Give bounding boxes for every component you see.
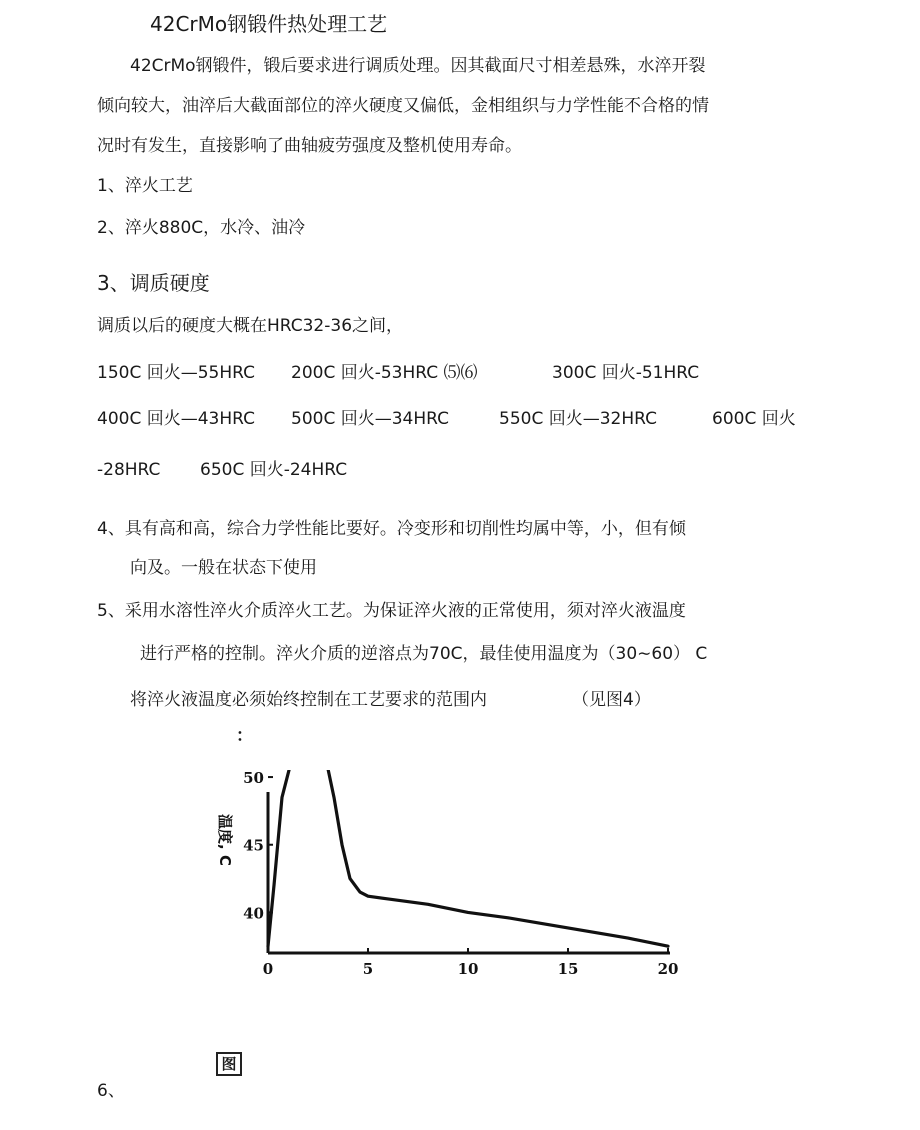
temper-150: 150C 回火—55HRC [97, 363, 255, 383]
item-4-line-1: 4、具有高和高，综合力学性能比要好。冷变形和切削性均属中等，小，但有倾 [97, 519, 686, 539]
x-tick-label: 20 [657, 960, 679, 978]
temper-200: 200C 回火-53HRC ⑸⑹ [291, 363, 478, 383]
y-axis-label: 温度, C [216, 814, 234, 866]
temper-500: 500C 回火—34HRC [291, 409, 449, 429]
chart-svg [200, 770, 700, 990]
item-6: 6、 [97, 1081, 125, 1101]
item-2: 2、淬火880C，水冷、油冷 [97, 218, 306, 238]
x-tick-label: 10 [457, 960, 479, 978]
temper-400: 400C 回火—43HRC [97, 409, 255, 429]
item-4-line-2: 向及。一般在状态下使用 [130, 558, 317, 578]
colon-mark: ： [236, 726, 253, 746]
item-3-heading: 3、调质硬度 [97, 271, 210, 295]
intro-line-2: 倾向较大，油淬后大截面部位的淬火硬度又偏低，金相组织与力学性能不合格的情 [97, 96, 709, 116]
temper-300: 300C 回火-51HRC [552, 363, 700, 383]
item-5-line-3: 将淬火液温度必须始终控制在工艺要求的范围内 [130, 690, 487, 710]
x-tick-label: 0 [262, 960, 274, 978]
item-5-line-1: 5、采用水溶性淬火介质淬火工艺。为保证淬火液的正常使用，须对淬火液温度 [97, 601, 686, 621]
item-1: 1、淬火工艺 [97, 176, 193, 196]
intro-line-1: 42CrMo钢锻件，锻后要求进行调质处理。因其截面尺寸相差悬殊，水淬开裂 [130, 56, 706, 76]
x-tick-label: 5 [362, 960, 374, 978]
temperature-chart [200, 770, 700, 994]
temper-550: 550C 回火—32HRC [499, 409, 657, 429]
temper-600: 600C 回火 [712, 409, 796, 429]
temper-650: 650C 回火-24HRC [200, 460, 348, 480]
y-tick-label: 40 [243, 904, 264, 923]
page-title: 42CrMo钢锻件热处理工艺 [150, 12, 388, 36]
x-tick-label: 15 [557, 960, 579, 978]
figure-label: 图 [216, 1052, 242, 1076]
temper-600-value: -28HRC [97, 460, 161, 480]
temperature-curve [268, 770, 668, 946]
item-3-text: 调质以后的硬度大概在HRC32-36之间， [97, 316, 404, 336]
y-tick-label: 50 [243, 770, 264, 788]
item-5-line-2: 进行严格的控制。淬火介质的逆溶点为70C，最佳使用温度为（30∼60） C [140, 644, 708, 664]
intro-line-3: 况时有发生，直接影响了曲轴疲劳强度及整机使用寿命。 [97, 136, 522, 156]
y-tick-label: 45 [243, 836, 264, 855]
figure-reference: （见图4） [572, 690, 651, 710]
